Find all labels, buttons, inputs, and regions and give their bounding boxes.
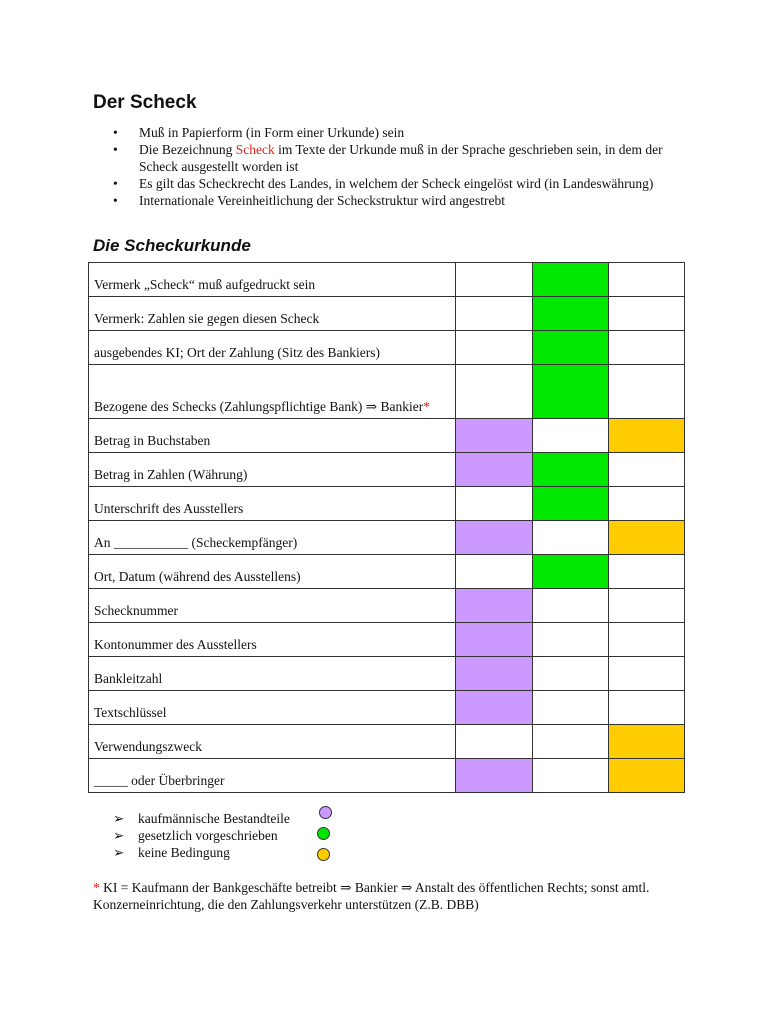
row-label: [89, 555, 456, 589]
color-legend: [113, 810, 290, 861]
category-cell-green: [532, 297, 608, 331]
table-row: [89, 555, 685, 589]
bullet-text: Internationale Vereinheitlichung der Scheckstruktur wird angestrebt: [139, 193, 506, 208]
row-label-text: Schecknummer: [94, 603, 178, 618]
legend-color-circle-icon: [319, 806, 332, 819]
scheck-components-table: [88, 262, 685, 793]
row-label-text: Betrag in Buchstaben: [94, 433, 211, 448]
section-title: Die Scheckurkunde: [93, 236, 251, 255]
category-cell-empty: [532, 589, 608, 623]
category-cell-orange: [608, 419, 684, 453]
category-cell-orange: [608, 759, 684, 793]
bullet-icon: •: [113, 142, 118, 157]
category-cell-empty: [532, 725, 608, 759]
category-cell-green: [532, 453, 608, 487]
category-cell-empty: [608, 623, 684, 657]
category-cell-empty: [532, 419, 608, 453]
legend-item: [113, 844, 290, 861]
bullet-text: im Texte der Urkunde muß in der Sprache geschrieben sein, in dem der Scheck ausgestellt worden ist: [139, 142, 663, 174]
category-cell-purple: [456, 521, 532, 555]
category-cell-purple: [456, 419, 532, 453]
category-cell-empty: [608, 691, 684, 725]
footnote-marker: *: [93, 880, 100, 895]
row-label-text: ausgebendes KI; Ort der Zahlung (Sitz des Bankiers): [94, 345, 381, 360]
row-label: [89, 691, 456, 725]
category-cell-empty: [608, 487, 684, 521]
table-row: [89, 263, 685, 297]
arrow-bullet-icon: ➢: [113, 828, 125, 843]
row-label-text: Verwendungszweck: [94, 739, 202, 754]
row-label-text: Kontonummer des Ausstellers: [94, 637, 257, 652]
row-label: [89, 487, 456, 521]
arrow-bullet-icon: ➢: [113, 845, 125, 860]
bullet-item: [93, 141, 693, 175]
table-row: [89, 759, 685, 793]
category-cell-empty: [532, 691, 608, 725]
category-cell-empty: [532, 759, 608, 793]
row-label: [89, 623, 456, 657]
bullet-text: Muß in Papierform (in Form einer Urkunde) sein: [139, 125, 405, 140]
category-cell-empty: [608, 453, 684, 487]
bullet-item: [93, 124, 693, 141]
category-cell-empty: [456, 263, 532, 297]
table-row: [89, 365, 685, 419]
bullet-text: Es gilt das Scheckrecht des Landes, in welchem der Scheck eingelöst wird (in Landeswährung): [139, 176, 654, 191]
table-row: [89, 657, 685, 691]
category-cell-empty: [608, 297, 684, 331]
category-cell-purple: [456, 623, 532, 657]
category-cell-empty: [608, 589, 684, 623]
bullet-item: [93, 175, 693, 192]
row-label: [89, 331, 456, 365]
row-label: [89, 521, 456, 555]
row-label-text: Ort, Datum (während des Ausstellens): [94, 569, 301, 584]
row-label: [89, 263, 456, 297]
footnote-text: KI = Kaufmann der Bankgeschäfte betreibt ⇒ Bankier ⇒ Anstalt des öffentlichen Rechts; sonst amtl. Konzerneinrichtung, die den Zahlungsverkehr unterstützen (Z.B. DBB): [93, 880, 650, 912]
category-cell-empty: [532, 521, 608, 555]
bullet-text: Die Bezeichnung: [139, 142, 236, 157]
row-label-text: Betrag in Zahlen (Währung): [94, 467, 248, 482]
bullet-icon: •: [113, 125, 118, 140]
legend-label: gesetzlich vorgeschrieben: [138, 828, 278, 843]
requirements-list: [93, 124, 693, 209]
table-row: [89, 691, 685, 725]
category-cell-empty: [608, 331, 684, 365]
category-cell-empty: [608, 555, 684, 589]
category-cell-empty: [532, 623, 608, 657]
category-cell-empty: [532, 657, 608, 691]
category-cell-orange: [608, 725, 684, 759]
table-row: [89, 623, 685, 657]
legend-color-circle-icon: [317, 827, 330, 840]
row-label-text: Bankleitzahl: [94, 671, 163, 686]
row-label-text: Vermerk: Zahlen sie gegen diesen Scheck: [94, 311, 320, 326]
category-cell-empty: [456, 555, 532, 589]
category-cell-purple: [456, 691, 532, 725]
row-label-text: Vermerk „Scheck“ muß aufgedruckt sein: [94, 277, 316, 292]
category-cell-empty: [456, 297, 532, 331]
category-cell-empty: [608, 657, 684, 691]
row-label-text: _____ oder Überbringer: [94, 773, 225, 788]
row-label: [89, 419, 456, 453]
row-label: [89, 657, 456, 691]
legend-label: keine Bedingung: [138, 845, 230, 860]
category-cell-purple: [456, 589, 532, 623]
row-label: [89, 453, 456, 487]
table-row: [89, 521, 685, 555]
legend-item: [113, 827, 290, 844]
category-cell-empty: [608, 263, 684, 297]
category-cell-green: [532, 331, 608, 365]
category-cell-orange: [608, 521, 684, 555]
bullet-highlight: Scheck: [235, 142, 275, 157]
table-row: [89, 589, 685, 623]
table-row: [89, 453, 685, 487]
category-cell-empty: [456, 487, 532, 521]
row-label-text: Bezogene des Schecks (Zahlungspflichtige Bank) ⇒ Bankier: [94, 399, 424, 414]
row-label: [89, 725, 456, 759]
category-cell-empty: [456, 365, 532, 419]
bullet-icon: •: [113, 193, 118, 208]
bullet-item: [93, 192, 693, 209]
legend-color-circle-icon: [317, 848, 330, 861]
row-label-text: Textschlüssel: [94, 705, 167, 720]
table-row: [89, 297, 685, 331]
row-label-text: An ___________ (Scheckempfänger): [94, 535, 298, 550]
category-cell-green: [532, 487, 608, 521]
category-cell-empty: [456, 331, 532, 365]
row-label: [89, 365, 456, 419]
legend-label: kaufmännische Bestandteile: [138, 811, 290, 826]
arrow-bullet-icon: ➢: [113, 811, 125, 826]
category-cell-green: [532, 365, 608, 419]
legend-item: [113, 810, 290, 827]
category-cell-purple: [456, 657, 532, 691]
row-label-text: Unterschrift des Ausstellers: [94, 501, 244, 516]
page-title: Der Scheck: [93, 92, 197, 113]
table-row: [89, 725, 685, 759]
row-label: [89, 297, 456, 331]
row-label: [89, 759, 456, 793]
table-row: [89, 487, 685, 521]
footnote-marker: *: [423, 399, 430, 414]
table-row: [89, 419, 685, 453]
category-cell-green: [532, 555, 608, 589]
bullet-icon: •: [113, 176, 118, 191]
row-label: [89, 589, 456, 623]
table-row: [89, 331, 685, 365]
footnote: [93, 879, 713, 913]
category-cell-purple: [456, 759, 532, 793]
category-cell-empty: [608, 365, 684, 419]
category-cell-empty: [456, 725, 532, 759]
category-cell-green: [532, 263, 608, 297]
category-cell-purple: [456, 453, 532, 487]
